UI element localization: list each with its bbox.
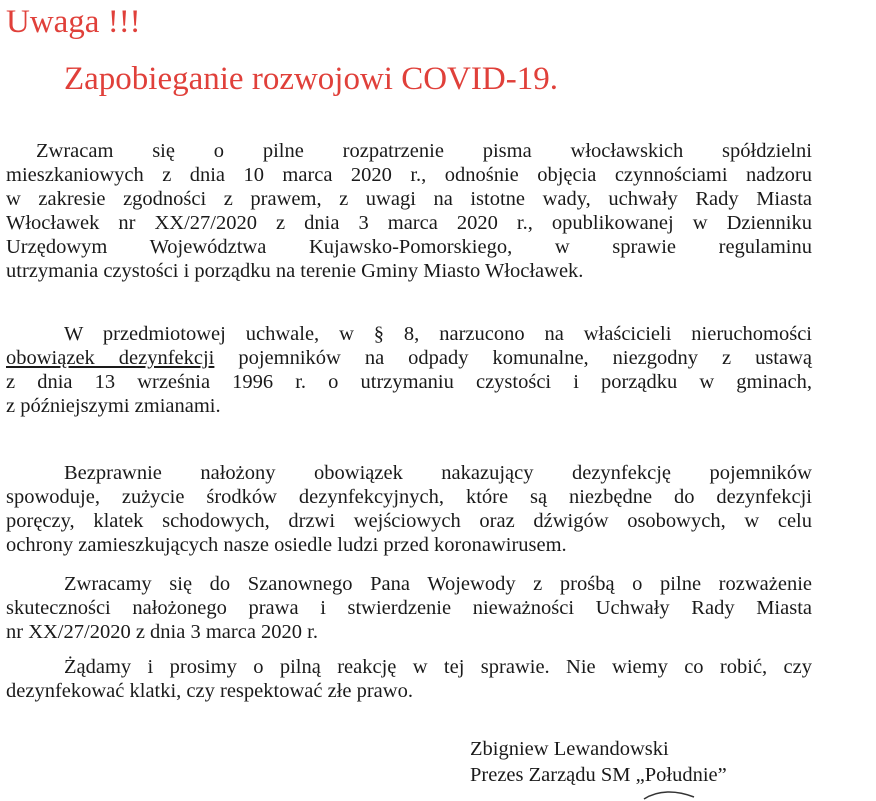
paragraph-line: utrzymania czystości i porządku na terenie Gminy Miasto Włocławek. — [6, 260, 584, 282]
paragraph-line: Urzędowym Województwa Kujawsko-Pomorskiego, w sprawie regulaminu — [6, 236, 812, 258]
warning-heading: Uwaga !!! — [6, 4, 141, 40]
paragraph-line: poręczy, klatek schodowych, drzwi wejściowych oraz dźwigów osobowych, w celu — [6, 510, 812, 532]
paragraph-line: Bezprawnie nałożony obowiązek nakazujący dezynfekcję pojemników — [64, 462, 812, 484]
paragraph-line: nr XX/27/2020 z dnia 3 marca 2020 r. — [6, 621, 318, 643]
document-title: Zapobieganie rozwojowi COVID-19. — [64, 61, 558, 97]
paragraph-appeal-voivode — [6, 572, 812, 644]
paragraph-line: mieszkaniowych z dnia 10 marca 2020 r., odnośnie objęcia czynnościami nadzoru — [6, 164, 812, 186]
signature-scribble-icon — [640, 788, 700, 801]
paragraph-line-rest: pojemników na odpady komunalne, niezgodny z ustawą — [214, 347, 812, 369]
signatory-title: Prezes Zarządu SM „Południe” — [470, 764, 727, 786]
paragraph-line: Włocławek nr XX/27/2020 z dnia 3 marca 2020 r., opublikowanej w Dzienniku — [6, 212, 812, 234]
paragraph-demand-reaction — [6, 655, 812, 703]
paragraph-line: W przedmiotowej uchwale, w § 8, narzucono na właścicieli nieruchomości — [64, 323, 812, 345]
paragraph-line: z dnia 13 września 1996 r. o utrzymaniu czystości i porządku w gminach, — [6, 371, 812, 393]
paragraph-line: w zakresie zgodności z prawem, z uwagi na istotne wady, uchwały Rady Miasta — [6, 188, 812, 210]
paragraph-line: ochrony zamieszkujących nasze osiedle ludzi przed koronawirusem. — [6, 534, 567, 556]
paragraph-disinfection-impact — [6, 461, 812, 557]
paragraph-line: Zwracamy się do Szanownego Pana Wojewody z prośbą o pilne rozważenie — [64, 573, 812, 595]
signatory-name: Zbigniew Lewandowski — [470, 738, 669, 760]
paragraph-line: dezynfekować klatki, czy respektować złe prawo. — [6, 680, 413, 702]
paragraph-line: Żądamy i prosimy o pilną reakcję w tej sprawie. Nie wiemy co robić, czy — [64, 656, 812, 678]
paragraph-line: z późniejszymi zmianami. — [6, 395, 221, 417]
paragraph-request-review — [6, 139, 812, 283]
paragraph-line — [6, 346, 812, 370]
paragraph-resolution-paragraph-8 — [6, 322, 812, 418]
paragraph-line: spowoduje, zużycie środków dezynfekcyjnych, które są niezbędne do dezynfekcji — [6, 486, 812, 508]
underlined-phrase: obowiązek dezynfekcji — [6, 347, 215, 369]
paragraph-line: Zwracam się o pilne rozpatrzenie pisma włocławskich spółdzielni — [36, 140, 812, 162]
paragraph-line: skuteczności nałożonego prawa i stwierdzenie nieważności Uchwały Rady Miasta — [6, 597, 812, 619]
